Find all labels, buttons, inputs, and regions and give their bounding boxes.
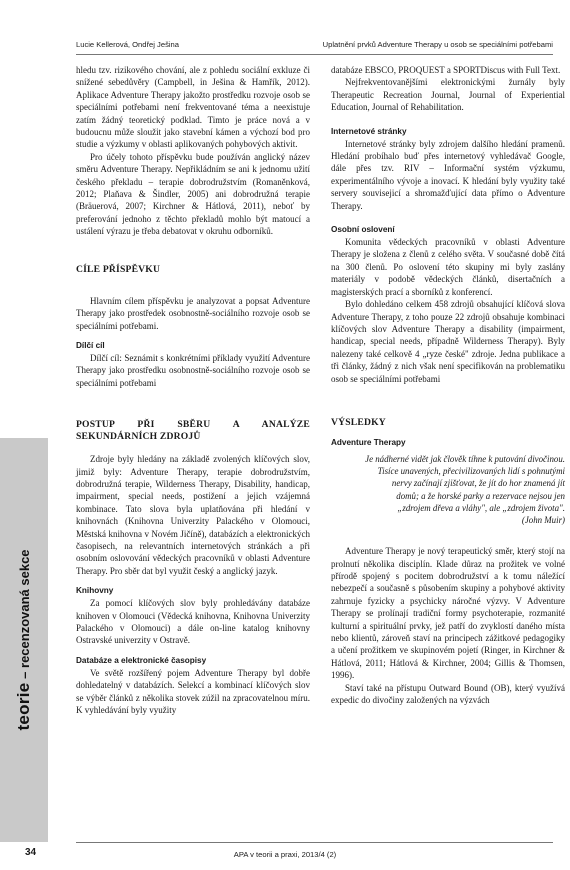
paragraph: databáze EBSCO, PROQUEST a SPORTDiscus with Full Text.	[331, 65, 561, 75]
footer-rule	[76, 842, 553, 843]
epigraph-quote	[331, 453, 565, 526]
paragraph: Bylo dohledáno celkem 458 zdrojů obsahující klíčová slova Adventure Therapy, z toho pouze 22 zdrojů obsahuje kombinaci klíčových slov Adventure Therapy a disability (impairment, handicap, special needs, případně Wilderness Therapy). Byly nalezeny také celkově 4 „ryze české" zdroje. Jedna publikace a tři články, žádný z nich však není specifikován na problematiku osob se speciálními potřebami	[331, 299, 565, 384]
sidebar-label-main: teorie	[14, 682, 33, 731]
paragraph: Nejfrekventovanějšími elektronickými žurnály byly Therapeutic Recreation Journal, Journal of Experiential Education, Journal of Rehabilitation.	[331, 77, 565, 113]
page-number: 34	[25, 847, 37, 858]
running-header-title: Uplatnění prvků Adventure Therapy u osob se speciálními potřebami	[322, 40, 553, 49]
paragraph: hledu tzv. rizikového chování, ale z pohledu sociální exkluze či snížené sebedůvěry (Campbell, in Ješina & Hamřík, 2012). Aplikace Adventure Therapy jakožto prostředku rozvoje osob se speciálními potřebami není frekventované téma a neexistuje zatím žádný teoretický podklad. Timto je práce nová a v budoucnu může sloužit jako stavební kámen a výchozí bod pro studie a výzkumy v oblasti aplikovaných pohybových aktivit.	[76, 65, 310, 150]
sidebar-label	[14, 549, 34, 730]
left-column	[76, 64, 310, 716]
journal-footer: APA v teorii a praxi, 2013/4 (2)	[233, 850, 337, 859]
paragraph: Za pomocí klíčových slov byly prohledávány databáze knihoven v Olomouci (Vědecká knihovna, Knihovna Univerzity Palackého v Olomouci) a dále on-line katalog knihovny Ostravské univerzity v Ostravě.	[76, 598, 310, 646]
quote-line: Je nádherné vidět jak člověk tíhne k putování divočinou.	[365, 453, 565, 464]
paragraph: Dílčí cíl: Seznámit s konkrétními příklady využití Adventure Therapy jako prostředku osobnostně-sociálního rozvoje osob se speciálními potřebami	[76, 352, 310, 388]
subheading-adventure-therapy: Adventure Therapy	[331, 437, 406, 447]
subheading-internetove-stranky: Internetové stránky	[331, 126, 407, 136]
subheading-databaze: Databáze a elektronické časopisy	[76, 655, 207, 665]
paragraph: Komunita vědeckých pracovníků v oblasti Adventure Therapy je složena z členů z celého světa. V současné době čítá na 300 členů. Po oslovení této skupiny mi byly zaslány materiály v podobě vědeckých článků, disertačních a magisterských prací a sborníků z konferencí.	[331, 237, 565, 297]
paragraph: Ve světě rozšířený pojem Adventure Therapy byl dobře dohledatelný v databázích. Selekcí a kombinací klíčových slov se výběr článků z několika stovek zúžil na zpracovatelnou míru. K vyhledávání byly využity	[76, 667, 310, 716]
section-heading-postup: POSTUP PŘI SBĚRU A ANALÝZE SEKUNDÁRNÍCH ZDROJŮ	[76, 419, 310, 443]
quote-line: „zdrojem dřeva a vláhy", ale „zdrojem života".	[397, 502, 565, 513]
paragraph: Adventure Therapy je nový terapeutický směr, který stojí na prolnutí několika disciplín. Klade důraz na prožitek ve volné přírodě spojený s pocitem dobrodružství a k tomu náležící nebezpečí a současně s působením skupiny a pohybové aktivity zahrnuje fyzicky a psychicky náročné výzvy. V Adventure Therapy se prolínají tradiční formy psychoterapie, rozmanité kulturní a spirituální prvky, jež patří do zvyklostí daného místa nebo klientů, zároveň staví na principech zážitkové pedagogiky a učení prožitkem ve skupinovém pojetí (Ringer, in Kirchner & Hátlová, 2011; Hátlová & Kirchner, 2004; Gillis & Thomsen, 1996).	[331, 546, 565, 681]
subheading-knihovny: Knihovny	[76, 586, 114, 596]
quote-line: Tisíce unavených, přecivilizovaných lidí s pohnutými	[377, 466, 565, 477]
section-heading-cile: CÍLE PŘÍSPĚVKU	[76, 263, 161, 275]
header-rule	[76, 54, 553, 55]
quote-line: domů; a že horské parky a rezervace nejsou jen	[396, 490, 565, 501]
paragraph: Staví také na přístupu Outward Bound (OB), který využívá expedic do divočiny založených na výzvách	[331, 682, 565, 706]
subheading-osobni-osloveni: Osobní oslovení	[331, 225, 395, 235]
sidebar-label-dash: –	[17, 667, 32, 683]
paragraph: Internetové stránky byly zdrojem dalšího hledání pramenů. Hledání probíhalo buď přes internetový vyhledávač Google, dále přes tzv. RIV – Informační systém výzkumu, experimentálního vývoje a inovací. K hledání byly využity také servery souvisejicí a shromažďující data přímo o Adventure Therapy.	[331, 138, 565, 211]
subheading-dilci-cil: Dílčí cíl	[76, 340, 105, 350]
paragraph: Pro účely tohoto příspěvku bude používán anglický název směru Adventure Therapy. Nepřikládním se ani k jednomu užití českého překladu – terapie dobrodružstvím (Romaněnková, 2012; Plaňava & Šindler, 2005) ani dobrodružná terapie (Bräuerová, 2007; Kirchner & Hátlová, 2011), neboť by preferování jednoho z těchto překladů mohlo být matoucí a ustálení výrazu je třeba debatovat v okruhu odborníků.	[76, 151, 310, 237]
paragraph: Zdroje byly hledány na základě zvolených klíčových slov, jimiž byly: Adventure Therapy, terapie dobrodružstvím, dobrodružná terapie, Wilderness Therapy, Disability, handicap, impairment, special needs, postižení a jejich vzájemná kombinace. Tato slova byla uplatňována při hledání v knihovnách (Knihovna Univerzity Palackého v Olomouci, Městská knihovna v Novém Jičíně), databázích a elektronických časopisech, na relevantních internetových stránkách a při osobním oslovování vědeckých pracovníků v oblasti Adventure Therapy. Pro sběr dat byl využit český a anglický jazyk.	[76, 454, 310, 576]
running-header-authors: Lucie Kellerová, Ondřej Ješina	[76, 40, 179, 49]
section-heading-vysledky: VÝSLEDKY	[331, 416, 386, 428]
quote-line: nervy začínají zjišťovat, že jít do hor znamená jít	[391, 478, 565, 489]
right-column	[331, 64, 565, 706]
sidebar-label-sub: recenzovaná sekce	[17, 549, 32, 668]
quote-attribution: (John Muir)	[521, 514, 565, 525]
paragraph: Hlavním cílem příspěvku je analyzovat a popsat Adventure Therapy jako prostředek osobnostně-sociálního rozvoje osob se speciálními potřebami.	[76, 295, 310, 331]
